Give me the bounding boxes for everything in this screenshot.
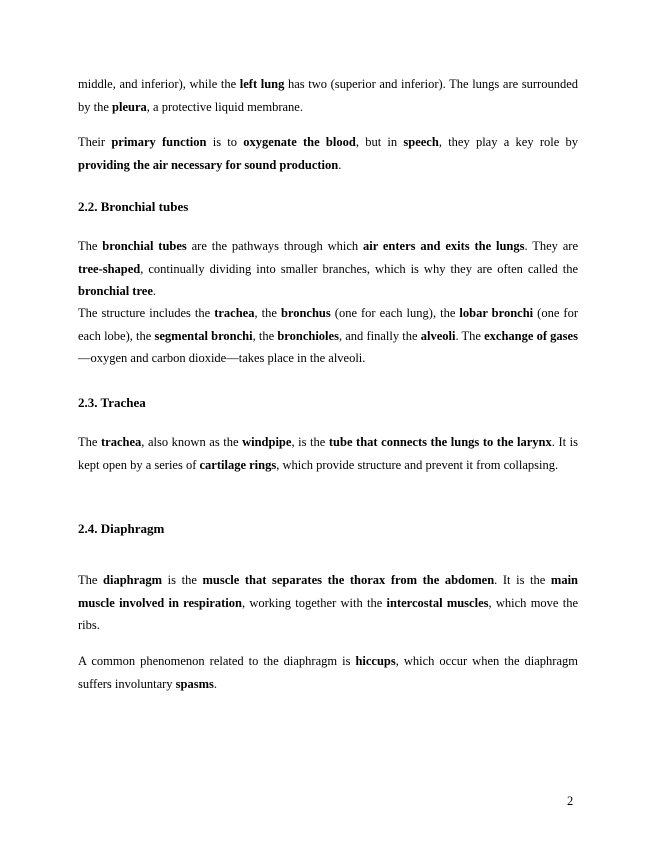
text-run: , but in: [355, 135, 404, 149]
bold-term: alveoli: [420, 328, 456, 343]
text-run: , is the: [291, 435, 329, 449]
paragraph-lungs-continued: [78, 73, 578, 118]
text-run: , and finally the: [338, 328, 421, 343]
bold-term: pleura: [112, 99, 147, 114]
bold-term: trachea: [101, 435, 142, 449]
paragraph-bronchial-structure: [78, 302, 578, 370]
text-run: , they play a key role by: [438, 135, 579, 149]
text-run: . It is the: [494, 573, 551, 587]
bold-term: intercostal muscles: [386, 595, 489, 610]
bold-term: bronchus: [280, 306, 331, 320]
text-run: , continually dividing into smaller branches, which is why they are often called the: [140, 261, 578, 276]
bold-term: primary function: [111, 135, 207, 149]
bold-term: trachea: [214, 306, 255, 320]
text-run: , a protective liquid membrane.: [146, 99, 303, 114]
paragraph-trachea: [78, 431, 578, 476]
bold-term: lobar bronchi: [459, 306, 534, 320]
bold-term: muscle that separates the thorax from the abdomen: [202, 573, 495, 587]
text-run: , the: [254, 306, 281, 320]
bold-term: exchange of gases: [484, 328, 578, 343]
text-run: The: [78, 573, 104, 587]
text-run: middle, and inferior), while the: [78, 77, 240, 91]
text-run: is to: [206, 135, 244, 149]
bold-term: cartilage rings: [199, 457, 277, 472]
text-run: (one for each lung), the: [330, 306, 460, 320]
heading-bronchial-tubes: 2.2. Bronchial tubes: [78, 199, 189, 214]
bold-term: air enters and exits the lungs: [363, 239, 525, 253]
bold-term: left lung: [239, 77, 285, 91]
paragraph-diaphragm: [78, 569, 578, 637]
bold-term: diaphragm: [103, 573, 163, 587]
heading-trachea: 2.3. Trachea: [78, 395, 146, 410]
text-run: (one for each lobe), the: [78, 306, 578, 343]
text-run: The structure includes the: [78, 306, 215, 320]
text-run: are the pathways through which: [186, 239, 363, 253]
text-run: Their: [78, 135, 112, 149]
text-run: .: [338, 157, 342, 172]
text-run: , which move the ribs.: [78, 595, 578, 632]
text-run: , working together with the: [241, 595, 387, 610]
bold-term: spasms: [175, 676, 214, 691]
text-run: The: [78, 435, 102, 449]
bold-term: tube that connects the lungs to the larynx: [328, 435, 552, 449]
heading-diaphragm: 2.4. Diaphragm: [78, 521, 165, 536]
page-number: 2: [567, 794, 574, 808]
paragraph-lungs-function: [78, 131, 578, 176]
paragraph-bronchial-intro: [78, 235, 578, 303]
bold-term: oxygenate the blood: [243, 135, 356, 149]
bold-term: speech: [403, 135, 439, 149]
text-run: , which provide structure and prevent it from collapsing.: [276, 457, 559, 472]
text-run: —oxygen and carbon dioxide—takes place in the alveoli.: [78, 351, 366, 365]
bold-term: segmental bronchi: [154, 328, 253, 343]
bold-term: bronchial tree: [78, 284, 153, 298]
text-run: is the: [162, 573, 203, 587]
text-run: . The: [455, 328, 485, 343]
text-run: , also known as the: [141, 435, 243, 449]
text-run: . It is kept open by a series of: [78, 435, 578, 472]
bold-term: providing the air necessary for sound production: [78, 157, 339, 172]
text-run: has two (superior and inferior). The lungs are surrounded by the: [78, 77, 578, 114]
bold-term: tree-shaped: [78, 261, 141, 276]
paragraph-hiccups: [78, 650, 578, 695]
text-run: .: [213, 676, 218, 691]
bold-term: windpipe: [242, 435, 292, 449]
bold-term: main muscle involved in respiration: [78, 573, 579, 610]
bold-term: hiccups: [355, 654, 396, 668]
text-run: , the: [252, 328, 278, 343]
text-run: .: [152, 284, 157, 298]
bold-term: bronchioles: [277, 328, 339, 343]
text-run: , which occur when the diaphragm suffers involuntary: [78, 654, 578, 691]
text-run: . They are: [524, 239, 579, 253]
bold-term: bronchial tubes: [102, 239, 187, 253]
text-run: A common phenomenon related to the diaphragm is: [78, 654, 356, 668]
text-run: The: [78, 239, 103, 253]
